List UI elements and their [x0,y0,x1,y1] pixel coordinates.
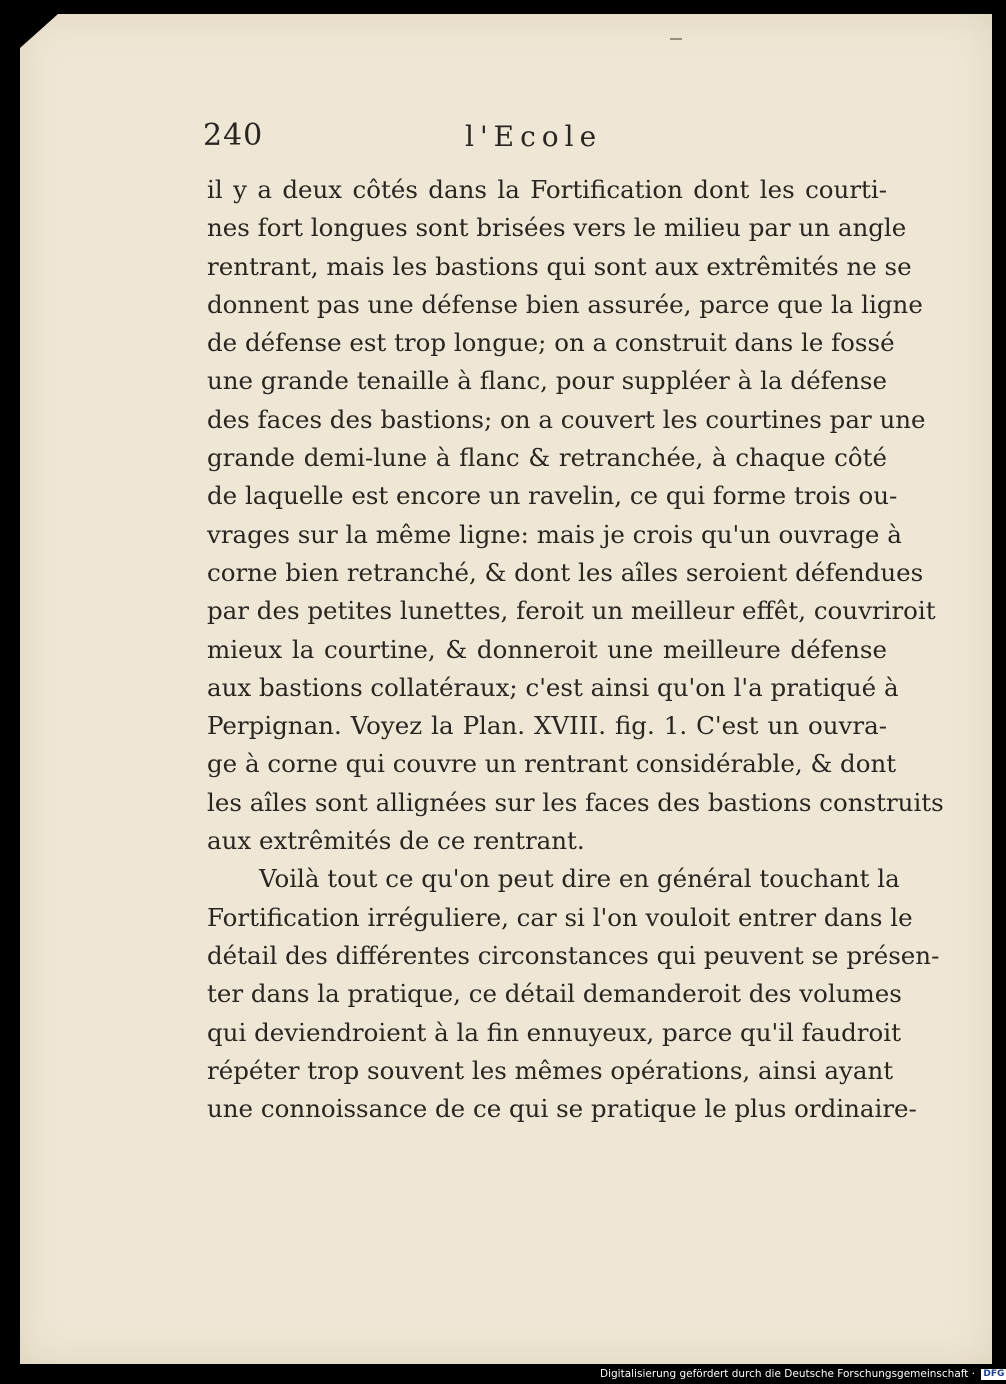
body-text [207,171,944,1128]
text-line: aux extrêmités de ce rentrant. [207,826,585,856]
page-number: 240 [203,118,264,153]
text-line: grande demi-lune à flanc & retranchée, à chaque côté [207,443,887,473]
digitization-credit [600,1366,1005,1382]
text-line: ter dans la pratique, ce détail demanderoit des volumes [207,979,902,1009]
text-line: il y a deux côtés dans la Fortification dont les courti- [207,175,887,204]
text-line: une connoissance de ce qui se pratique le plus ordinaire- [207,1094,917,1124]
dfg-logo: DFG [983,1368,1005,1379]
text-line: corne bien retranché, & dont les aîles seroient défendues [207,557,924,587]
text-line: de défense est trop longue; on a construit dans le fossé [207,328,895,358]
text-line: une grande tenaille à flanc, pour suppléer à la défense [207,366,887,396]
text-line: rentrant, mais les bastions qui sont aux extrêmités ne se [207,251,912,281]
text-line: Perpignan. Voyez la Plan. XVIII. fig. 1. C'est un ouvra- [207,711,887,741]
text-line: Voilà tout ce qu'on peut dire en général touchant la [259,864,900,894]
text-line: mieux la courtine, & donneroit une meilleure défense [207,634,887,664]
text-line: donnent pas une défense bien assurée, parce que la ligne [207,289,923,319]
running-head: l'Ecole [465,120,603,153]
page-header [203,118,883,162]
text-line: nes fort longues sont brisées vers le milieu par un angle [207,213,907,243]
text-line: qui deviendroient à la fin ennuyeux, parce qu'il faudroit [207,1017,901,1047]
paper-mark [670,38,682,40]
text-line: par des petites lunettes, feroit un meilleur effêt, couvriroit [207,596,936,626]
credit-text: Digitalisierung gefördert durch die Deutsche Forschungsgemeinschaft · [600,1368,976,1380]
text-line: ge à corne qui couvre un rentrant considérable, & dont [207,749,897,779]
text-line: aux bastions collatéraux; c'est ainsi qu'on l'a pratiqué à [207,672,899,702]
text-line: Fortification irréguliere, car si l'on vouloit entrer dans le [207,902,913,932]
text-line: les aîles sont allignées sur les faces des bastions construits [207,787,944,817]
text-line: répéter trop souvent les mêmes opérations, ainsi ayant [207,1055,894,1085]
text-line: détail des différentes circonstances qui peuvent se présen- [207,940,940,970]
text-line: des faces des bastions; on a couvert les courtines par une [207,404,926,434]
text-line: de laquelle est encore un ravelin, ce qui forme trois ou- [207,481,898,511]
text-line: vrages sur la même ligne: mais je crois qu'un ouvrage à [207,519,902,549]
